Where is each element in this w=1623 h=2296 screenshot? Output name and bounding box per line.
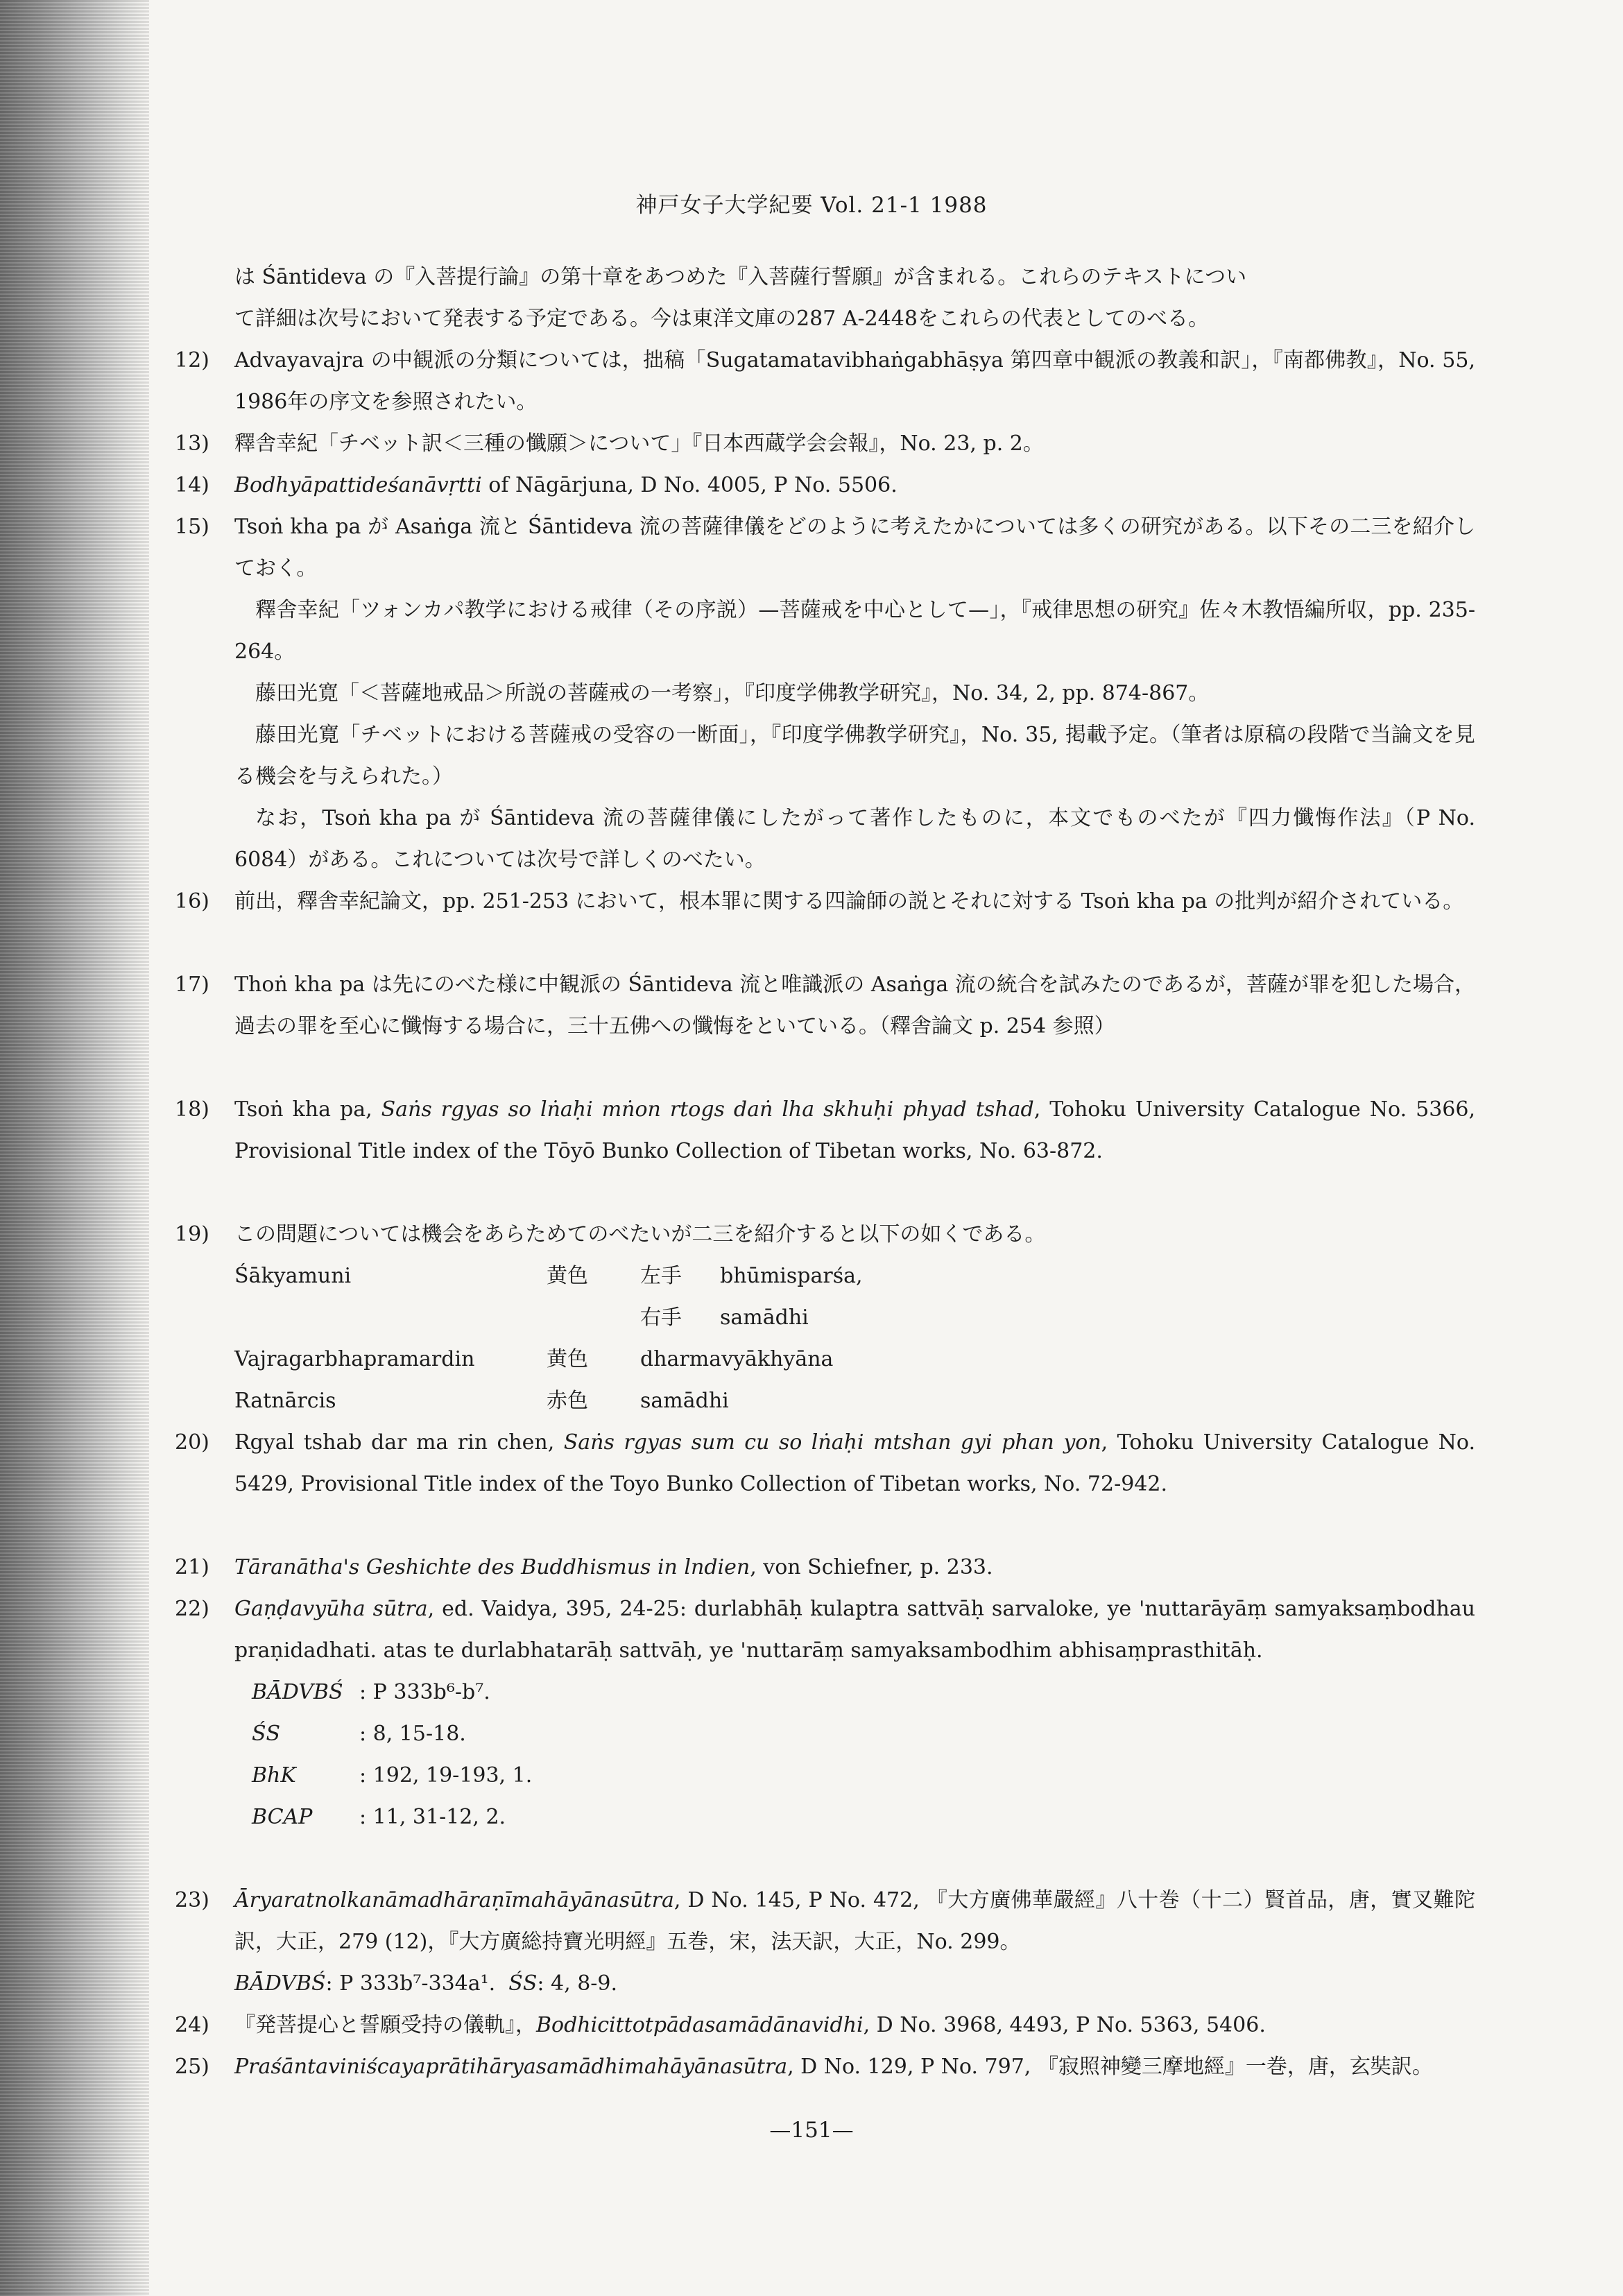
- footnote-23: [175, 1880, 1475, 2005]
- footnote-rest: , D No. 145, P No. 472, 『大方廣佛華嚴經』八十巻（十二）賢首品，唐，實叉難陀訳，大正，279 (12)，『大方廣総持寶光明經』五巻，宋，法天訳，大正，No. 299。: [234, 1888, 1475, 1954]
- intro-paragraph: [175, 257, 1475, 340]
- table-row: [234, 1256, 1475, 1297]
- table-row: [234, 1297, 1475, 1339]
- footnote-number: 24): [175, 2013, 209, 2037]
- work-title: Bodhicittotpādasamādānavidhi: [536, 2013, 864, 2037]
- reference-row: [234, 1797, 1475, 1838]
- footnote-number: 23): [175, 1888, 209, 1912]
- footnote-number: 18): [175, 1097, 209, 1122]
- hand: 左手: [640, 1264, 682, 1288]
- footnote-text: [234, 2046, 1475, 2088]
- scan-gutter-shadow: [0, 0, 149, 2296]
- buddha-name: Vajragarbhapramardin: [234, 1347, 475, 1371]
- table-row: [234, 1380, 1475, 1422]
- footnote-number: 25): [175, 2055, 209, 2079]
- footnote-19: [175, 1214, 1475, 1422]
- footnote-number: 20): [175, 1430, 209, 1455]
- footnote-text: [234, 1588, 1475, 1672]
- work-title: Gaṇḍavyūha sūtra: [234, 1597, 428, 1621]
- footnote-22: [175, 1588, 1475, 1838]
- footnote-15: [175, 506, 1475, 881]
- footnote-text: Tsoṅ kha pa が Asaṅga 流と Śāntideva 流の菩薩律儀をどのように考えたかについては多くの研究がある。以下その二三を紹介しておく。: [234, 515, 1475, 581]
- reference-paragraph-3: 藤田光寛「チベットにおける菩薩戒の受容の一断面」，『印度学佛教学研究』，No. 35, 掲載予定。（筆者は原稿の段階で当論文を見る機会を与えられた。）: [234, 723, 1475, 789]
- work-title: Praśāntaviniścayaprātihāryasamādhimahāyānasūtra: [234, 2055, 788, 2079]
- abbreviation: BCAP: [252, 1805, 313, 1829]
- footnote-text: 釋舎幸紀「チベット訳＜三種の懺願＞について」『日本西蔵学会会報』，No. 23, p. 2。: [234, 431, 1044, 456]
- footnote-number: 13): [175, 431, 209, 456]
- mudra: samādhi: [720, 1305, 809, 1330]
- footnote-text: Thoṅ kha pa は先にのべた様に中観派の Śāntideva 流と唯識派の Asaṅga 流の統合を試みたのであるが，菩薩が罪を犯した場合，過去の罪を至心に懺悔する場合に，三十五佛への懺悔をといている。（釋舎論文 p. 254 参照）: [234, 973, 1475, 1038]
- footnote-text: [234, 1547, 1475, 1588]
- abbreviation: ŚS: [508, 1971, 538, 1996]
- locator: : 11, 31-12, 2.: [359, 1805, 506, 1829]
- footnote-17: [175, 964, 1475, 1047]
- footnote-text: [234, 1422, 1475, 1505]
- footnote-number: 19): [175, 1222, 209, 1246]
- work-title: Saṅs rgyas so lṅaḥi mṅon rtogs daṅ lha skhuḥi phyad tshad: [381, 1097, 1034, 1122]
- mudra: dharmavyākhyāna: [640, 1347, 834, 1371]
- running-header: 神戸女子大学紀要 Vol. 21-1 1988: [635, 193, 988, 218]
- locator: : 4, 8-9.: [537, 1971, 618, 1996]
- footnote-21: [175, 1547, 1475, 1588]
- locator: : P 333b⁷-334a¹.: [325, 1971, 496, 1996]
- body-color: 黄色: [547, 1264, 588, 1288]
- author: Rgyal tshab dar ma rin chen,: [234, 1430, 564, 1455]
- footnote-14: [175, 465, 1475, 506]
- footnote-text: [234, 2005, 1475, 2046]
- footnote-18: [175, 1089, 1475, 1172]
- footnote-rest: , Tohoku University Catalogue No. 5429, Provisional Title index of the Toyo Bunko Collection of Tibetan works, No. 72-942.: [234, 1430, 1476, 1496]
- work-title: Saṅs rgyas sum cu so lṅaḥi mtshan gyi phan yon: [563, 1430, 1101, 1455]
- locator: : 8, 15-18.: [359, 1722, 466, 1746]
- abbreviation: BĀDVBŚ: [234, 1971, 326, 1996]
- reference-paragraph-2: 藤田光寛「＜菩薩地戒品＞所説の菩薩戒の一考察」，『印度学佛教学研究』，No. 34, 2, pp. 874-867。: [255, 681, 1210, 705]
- footnote-text: この問題については機会をあらためてのべたいが二三を紹介すると以下の如くである。: [234, 1222, 1046, 1246]
- footnote-number: 21): [175, 1555, 209, 1579]
- footnote-24: [175, 2005, 1475, 2046]
- footnote-number: 17): [175, 973, 209, 997]
- abbreviation: BhK: [252, 1763, 296, 1788]
- mudra: samādhi: [640, 1389, 729, 1413]
- footnote-20: [175, 1422, 1475, 1505]
- footnote-rest: , von Schiefner, p. 233.: [750, 1555, 993, 1579]
- footnote-number: 12): [175, 348, 209, 372]
- footnote-13: [175, 423, 1475, 465]
- locator: : P 333b⁶-b⁷.: [359, 1680, 490, 1704]
- footnote-16: [175, 881, 1475, 923]
- author: Tsoṅ kha pa,: [234, 1097, 381, 1122]
- footnote-text: [234, 465, 1475, 506]
- footnote-12: [175, 340, 1475, 423]
- work-title: Bodhyāpattideśanāvṛtti: [234, 473, 482, 497]
- footnote-rest: , D No. 129, P No. 797, 『寂照神變三摩地經』一巻，唐，玄奘訳。: [787, 2055, 1433, 2079]
- footnote-rest: , ed. Vaidya, 395, 24-25: durlabhāḥ kulaptra sattvāḥ sarvaloke, ye 'nuttarāyāṃ samyaksaṃbodhau praṇidadhati. atas te durlabhatarāḥ sattvāḥ, ye 'nuttarāṃ samyaksambodhim abhisaṃprasthitāḥ.: [234, 1597, 1475, 1663]
- footnote-text: [234, 1880, 1475, 1963]
- footnote-rest: of Nāgārjuna, D No. 4005, P No. 5506.: [481, 473, 898, 497]
- footnote-number: 14): [175, 473, 209, 497]
- reference-paragraph-1: 釋舎幸紀「ツォンカパ教学における戒律（その序説）—菩薩戒を中心として—」，『戒律思想の研究』佐々木教悟編所収，pp. 235-264。: [234, 598, 1475, 664]
- footnote-25: [175, 2046, 1475, 2088]
- buddha-name: Śākyamuni: [234, 1264, 352, 1288]
- reference-row: [234, 1713, 1475, 1755]
- locator: : 192, 19-193, 1.: [359, 1763, 533, 1788]
- buddha-name: Ratnārcis: [234, 1389, 336, 1413]
- reference-line: [234, 1963, 1475, 2005]
- footnote-text: [234, 1089, 1475, 1172]
- hand: 右手: [640, 1305, 682, 1330]
- work-title: Tāranātha's Geshichte des Buddhismus in lndien: [234, 1555, 750, 1579]
- footnote-number: 16): [175, 889, 209, 914]
- intro-line-1: は Śāntideva の『入菩提行論』の第十章をあつめた『入菩薩行誓願』が含まれる。これらのテキストについ: [234, 265, 1247, 289]
- buddha-attribute-table: [234, 1256, 1475, 1422]
- footnote-rest: , Tohoku University Catalogue No. 5366, Provisional Title index of the Tōyō Bunko Collection of Tibetan works, No. 63-872.: [234, 1097, 1476, 1163]
- work-title-japanese: 『発菩提心と誓願受持の儀軌』，: [234, 2013, 536, 2037]
- body-color: 赤色: [547, 1389, 588, 1413]
- body-color: 黄色: [547, 1347, 588, 1371]
- abbreviation: ŚS: [252, 1722, 281, 1746]
- footnote-rest: , D No. 3968, 4493, P No. 5363, 5406.: [863, 2013, 1266, 2037]
- intro-line-2: て詳細は次号において発表する予定である。今は東洋文庫の287 A-2448をこれらの代表としてのべる。: [234, 307, 1209, 331]
- footnote-text: Advayavajra の中観派の分類については，拙稿「Sugatamatavibhaṅgabhāṣya 第四章中観派の教義和訳」，『南都佛教』，No. 55, 1986年の序文を参照されたい。: [234, 348, 1475, 414]
- page-number: —151—: [769, 2118, 854, 2143]
- abbreviation: BĀDVBŚ: [252, 1680, 343, 1704]
- reference-paragraph-4: なお，Tsoṅ kha pa が Śāntideva 流の菩薩律儀にしたがって著作したものに，本文でものべたが『四力懺悔作法』（P No. 6084）がある。これについては次号で詳しくのべたい。: [234, 806, 1475, 872]
- table-row: [234, 1339, 1475, 1380]
- reference-row: [234, 1672, 1475, 1713]
- work-title: Āryaratnolkanāmadhāraṇīmahāyānasūtra: [234, 1888, 674, 1912]
- footnote-text: 前出，釋舎幸紀論文，pp. 251-253 において，根本罪に関する四論師の説とそれに対する Tsoṅ kha pa の批判が紹介されている。: [234, 889, 1464, 914]
- footnote-number: 22): [175, 1597, 209, 1621]
- mudra: bhūmisparśa,: [720, 1264, 863, 1288]
- footnote-number: 15): [175, 515, 209, 539]
- reference-row: [234, 1755, 1475, 1797]
